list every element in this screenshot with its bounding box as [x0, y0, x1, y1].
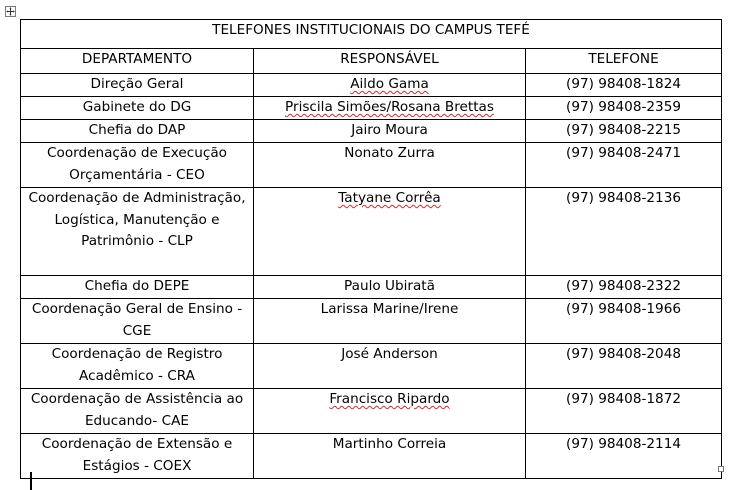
responsible-cell[interactable] [254, 344, 526, 389]
responsible-name: José Anderson [341, 346, 438, 362]
table-row [21, 74, 722, 97]
department-cell[interactable]: Coordenação de Extensão e Estágios - COEX [21, 434, 254, 479]
table-row [21, 188, 722, 276]
responsible-name: Larissa Marine/Irene [320, 301, 459, 317]
department-cell[interactable]: Coordenação de Assistência ao Educando- CAE [21, 389, 254, 434]
responsible-name: Tatyane Corrêa [338, 190, 441, 206]
phone-cell[interactable]: (97) 98408-2048 [526, 344, 722, 389]
phone-cell[interactable]: (97) 98408-1824 [526, 74, 722, 97]
department-cell[interactable]: Coordenação de Execução Orçamentária - CEO [21, 143, 254, 188]
responsible-cell[interactable] [254, 120, 526, 143]
header-phone[interactable]: TELEFONE [526, 49, 722, 74]
responsible-cell[interactable] [254, 299, 526, 344]
department-cell[interactable]: Coordenação Geral de Ensino - CGE [21, 299, 254, 344]
department-cell[interactable]: Gabinete do DG [21, 97, 254, 120]
table-row [21, 389, 722, 434]
table-move-handle-icon[interactable] [5, 6, 16, 17]
phone-cell[interactable]: (97) 98408-2215 [526, 120, 722, 143]
responsible-name: Jairo Moura [351, 122, 428, 138]
responsible-cell[interactable] [254, 276, 526, 299]
responsible-name: Francisco Ripardo [329, 391, 450, 407]
responsible-name: Priscila Simões/Rosana Brettas [285, 99, 494, 115]
department-cell[interactable]: Chefia do DAP [21, 120, 254, 143]
responsible-name: Martinho Correia [332, 436, 447, 452]
table-row [21, 434, 722, 479]
table-row [21, 120, 722, 143]
responsible-name: Paulo Ubiratã [344, 278, 435, 294]
responsible-cell[interactable] [254, 389, 526, 434]
phone-cell[interactable]: (97) 98408-1872 [526, 389, 722, 434]
table-resize-handle[interactable] [718, 466, 724, 472]
responsible-name: Nonato Zurra [344, 145, 435, 161]
responsible-cell[interactable] [254, 188, 526, 276]
phone-cell[interactable]: (97) 98408-1966 [526, 299, 722, 344]
text-cursor [30, 472, 32, 490]
phone-cell[interactable]: (97) 98408-2471 [526, 143, 722, 188]
table-header-row [21, 49, 722, 74]
responsible-cell[interactable] [254, 74, 526, 97]
table-title[interactable]: TELEFONES INSTITUCIONAIS DO CAMPUS TEFÉ [21, 20, 722, 49]
table-row [21, 299, 722, 344]
department-cell[interactable]: Coordenação de Registro Acadêmico - CRA [21, 344, 254, 389]
phone-cell[interactable]: (97) 98408-2359 [526, 97, 722, 120]
department-cell[interactable]: Direção Geral [21, 74, 254, 97]
table-row [21, 276, 722, 299]
header-department[interactable]: DEPARTAMENTO [21, 49, 254, 74]
phone-directory-table [20, 19, 722, 479]
table-row [21, 143, 722, 188]
responsible-cell[interactable] [254, 97, 526, 120]
responsible-cell[interactable] [254, 434, 526, 479]
table-row [21, 344, 722, 389]
phone-cell[interactable]: (97) 98408-2136 [526, 188, 722, 276]
responsible-cell[interactable] [254, 143, 526, 188]
table-row [21, 97, 722, 120]
phone-cell[interactable]: (97) 98408-2322 [526, 276, 722, 299]
department-cell[interactable]: Chefia do DEPE [21, 276, 254, 299]
header-responsible[interactable]: RESPONSÁVEL [254, 49, 526, 74]
responsible-name: Aildo Gama [350, 76, 429, 92]
phone-cell[interactable]: (97) 98408-2114 [526, 434, 722, 479]
department-cell[interactable]: Coordenação de Administração, Logística, Manutenção e Patrimônio - CLP [21, 188, 254, 276]
table-title-row [21, 20, 722, 49]
